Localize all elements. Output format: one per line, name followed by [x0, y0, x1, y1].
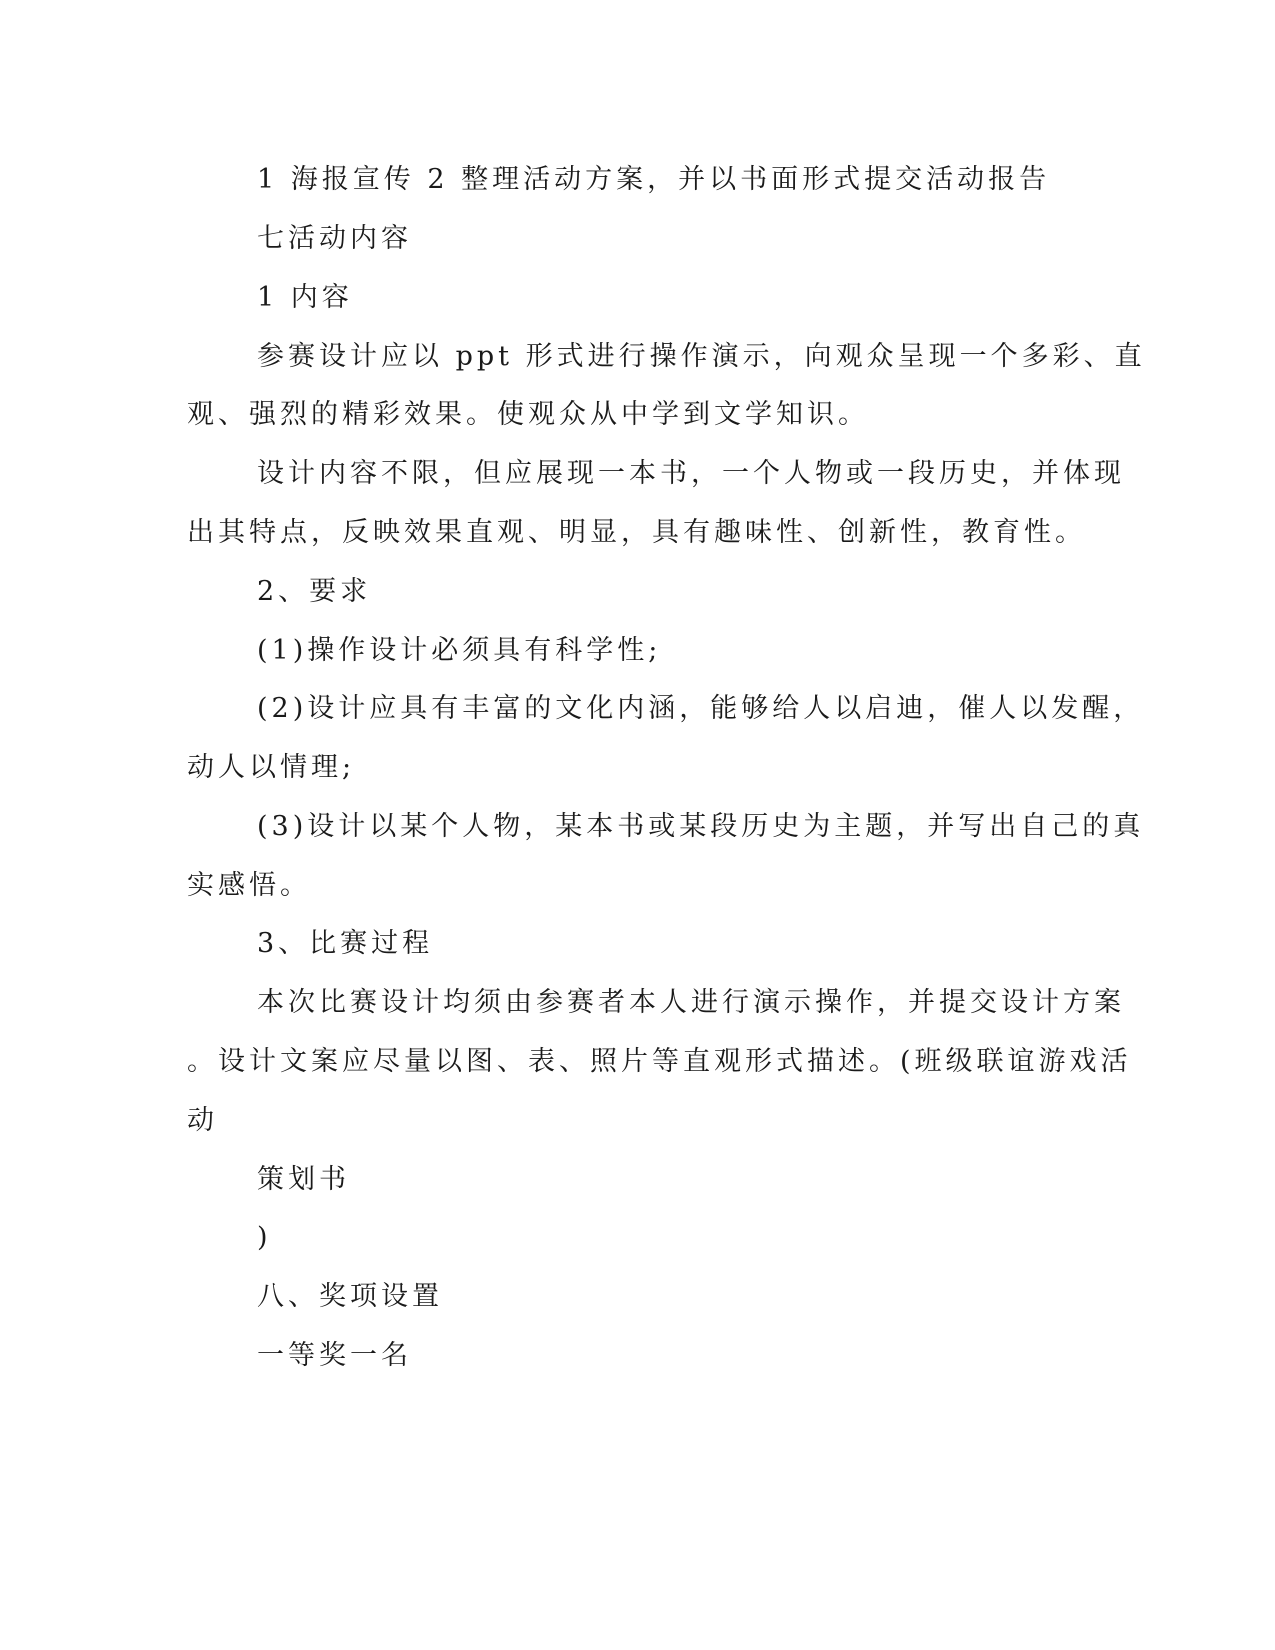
paragraph-ppt-line-2: 观、强烈的精彩效果。使观众从中学到文学知识。 [187, 399, 869, 430]
paragraph-design-content-line-2: 出其特点，反映效果直观、明显，具有趣味性、创新性，教育性。 [187, 517, 1086, 548]
subheading-competition-process: 3、比赛过程 [257, 928, 434, 959]
text-line-first-prize: 一等奖一名 [257, 1340, 412, 1371]
paragraph-process-line-1: 本次比赛设计均须由参赛者本人进行演示操作，并提交设计方案 [257, 987, 1125, 1018]
text-line-closing-paren: ) [257, 1222, 272, 1253]
section-heading-activity-content: 七活动内容 [257, 223, 412, 254]
paragraph-ppt-line-1: 参赛设计应以 ppt 形式进行操作演示，向观众呈现一个多彩、直 [257, 341, 1146, 372]
paragraph-process-line-3: 动 [187, 1105, 218, 1136]
paragraph-process-line-2: 。设计文案应尽量以图、表、照片等直观形式描述。(班级联谊游戏活 [187, 1046, 1132, 1077]
subheading-requirements: 2、要求 [257, 576, 372, 607]
section-heading-awards: 八、奖项设置 [257, 1281, 443, 1312]
text-line-publicity: 1 海报宣传 2 整理活动方案，并以书面形式提交活动报告 [257, 164, 1051, 195]
requirement-3-line-2: 实感悟。 [187, 870, 311, 901]
requirement-1: (1)操作设计必须具有科学性; [257, 635, 662, 666]
text-line-plan-book: 策划书 [257, 1164, 350, 1195]
requirement-3-line-1: (3)设计以某个人物，某本书或某段历史为主题，并写出自己的真 [257, 811, 1145, 842]
requirement-2-line-1: (2)设计应具有丰富的文化内涵，能够给人以启迪，催人以发醒， [257, 693, 1145, 724]
subheading-content: 1 内容 [257, 282, 353, 313]
requirement-2-line-2: 动人以情理; [187, 752, 356, 783]
paragraph-design-content-line-1: 设计内容不限，但应展现一本书，一个人物或一段历史，并体现 [257, 458, 1125, 489]
